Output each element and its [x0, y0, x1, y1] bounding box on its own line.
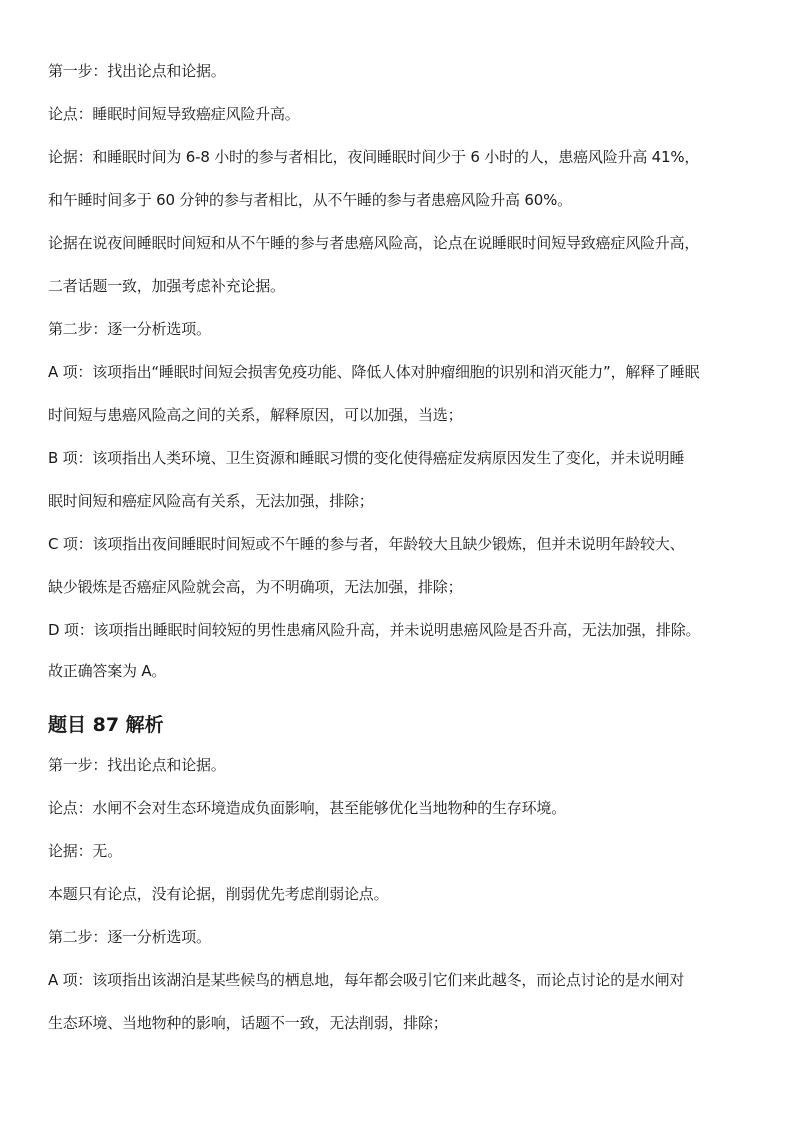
option-d-line: D 项：该项指出睡眠时间较短的男性患痛风险升高，并未说明患癌风险是否升高，无法加强，排除。 — [48, 621, 701, 639]
option-a-line-cont: 生态环境、当地物种的影响，话题不一致，无法削弱，排除； — [48, 1014, 448, 1032]
analysis-section-87 — [48, 754, 763, 1034]
section-heading: 题目 87 解析 — [48, 714, 164, 736]
analysis-line: 本题只有论点，没有论据，削弱优先考虑削弱论点。 — [48, 885, 389, 903]
evidence-line: 论据：无。 — [48, 842, 123, 860]
option-c-line: C 项：该项指出夜间睡眠时间短或不午睡的参与者，年龄较大且缺少锻炼，但并未说明年龄较大、 — [48, 535, 685, 553]
analysis-section-86 — [48, 60, 763, 682]
step-one-line: 第一步：找出论点和论据。 — [48, 62, 226, 80]
option-a-line-cont: 时间短与患癌风险高之间的关系，解释原因，可以加强，当选； — [48, 406, 463, 424]
evidence-line-cont: 和午睡时间多于 60 分钟的参与者相比，从不午睡的参与者患癌风险升高 60%。 — [48, 191, 572, 209]
option-a-line: A 项：该项指出“睡眠时间短会损害免疫功能、降低人体对肿瘤细胞的识别和消灭能力”，解释了睡眠 — [48, 363, 700, 381]
argument-line: 论点：水闸不会对生态环境造成负面影响，甚至能够优化当地物种的生存环境。 — [48, 799, 567, 817]
option-c-line-cont: 缺少锻炼是否癌症风险就会高，为不明确项，无法加强，排除； — [48, 578, 463, 596]
option-b-line: B 项：该项指出人类环境、卫生资源和睡眠习惯的变化使得癌症发病原因发生了变化，并未说明睡 — [48, 449, 685, 467]
answer-line: 故正确答案为 A。 — [48, 662, 167, 680]
analysis-line-cont: 二者话题一致，加强考虑补充论据。 — [48, 277, 285, 295]
step-two-line: 第二步：逐一分析选项。 — [48, 320, 211, 338]
document-page — [48, 60, 763, 1055]
argument-line: 论点：睡眠时间短导致癌症风险升高。 — [48, 105, 300, 123]
option-b-line-cont: 眠时间短和癌症风险高有关系，无法加强，排除； — [48, 492, 374, 510]
option-a-line: A 项：该项指出该湖泊是某些候鸟的栖息地，每年都会吸引它们来此越冬，而论点讨论的是水闸对 — [48, 971, 685, 989]
analysis-line: 论据在说夜间睡眠时间短和从不午睡的参与者患癌风险高，论点在说睡眠时间短导致癌症风险升高， — [48, 234, 700, 252]
step-two-line: 第二步：逐一分析选项。 — [48, 928, 211, 946]
step-one-line: 第一步：找出论点和论据。 — [48, 756, 226, 774]
evidence-line: 论据：和睡眠时间为 6-8 小时的参与者相比，夜间睡眠时间少于 6 小时的人，患癌风险升高 41%， — [48, 148, 700, 166]
